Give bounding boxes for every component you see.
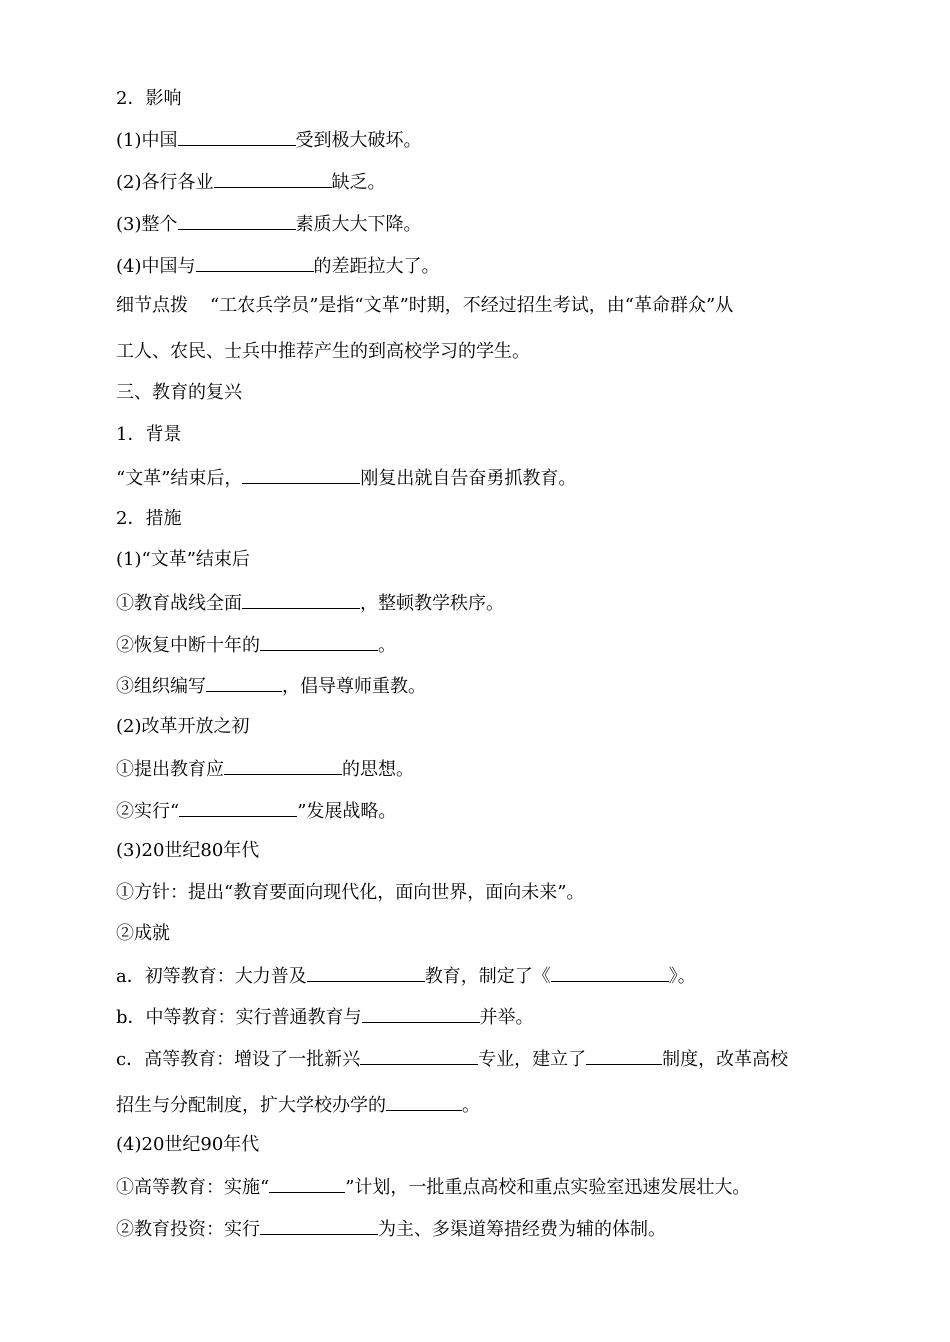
- answer-blank[interactable]: [586, 1047, 662, 1065]
- fill-line: [116, 128, 422, 152]
- fill-line: [116, 1093, 480, 1117]
- detail-tip-continued: [116, 341, 530, 363]
- fill-line: [116, 1047, 788, 1071]
- heading-text: 1．背景: [116, 424, 182, 445]
- answer-blank[interactable]: [360, 1047, 478, 1065]
- fill-line: [116, 212, 422, 236]
- answer-blank[interactable]: [269, 1175, 345, 1193]
- answer-blank[interactable]: [307, 964, 425, 982]
- heading-text: (4)20世纪90年代: [116, 1134, 260, 1155]
- item-heading: [116, 840, 259, 862]
- heading-text: ②成就: [116, 923, 170, 944]
- text: ，整顿教学秩序。: [360, 593, 504, 614]
- text: 》。: [668, 966, 696, 987]
- fill-line: [116, 591, 504, 615]
- heading-text: 2．影响: [116, 88, 182, 109]
- text: ②恢复中断十年的: [116, 635, 260, 656]
- text: c．高等教育：增设了一批新兴: [116, 1049, 361, 1070]
- fill-line: [116, 674, 426, 698]
- fill-line: [116, 799, 396, 823]
- text: 。: [462, 1095, 480, 1116]
- text: 教育，制定了《: [424, 966, 551, 987]
- answer-blank[interactable]: [386, 1093, 462, 1111]
- answer-blank[interactable]: [178, 128, 296, 146]
- fill-line: [116, 757, 414, 781]
- heading-text: 三、教育的复兴: [116, 382, 242, 403]
- fill-line: [116, 633, 396, 657]
- fill-line: [116, 1217, 666, 1241]
- text: 招生与分配制度，扩大学校办学的: [116, 1095, 386, 1116]
- text: ①提出教育应: [116, 759, 224, 780]
- heading-text: 2．措施: [116, 508, 182, 529]
- answer-blank[interactable]: [206, 674, 282, 692]
- text: (3)整个: [116, 214, 178, 235]
- text: 制度，改革高校: [662, 1049, 789, 1070]
- item-heading: [116, 1134, 259, 1156]
- answer-blank[interactable]: [362, 1005, 480, 1023]
- text: 的思想。: [342, 759, 414, 780]
- heading-text: (2)改革开放之初: [116, 716, 250, 737]
- detail-tip: [116, 295, 733, 317]
- fill-line: [116, 1005, 534, 1029]
- text: ，倡导尊师重教。: [282, 676, 426, 697]
- text: ②教育投资：实行: [116, 1219, 260, 1240]
- fill-line: [116, 1175, 750, 1199]
- item-heading: [116, 716, 250, 738]
- section-heading: [116, 88, 181, 110]
- text: (1)中国: [116, 130, 178, 151]
- answer-blank[interactable]: [242, 466, 360, 484]
- item-heading: [116, 923, 170, 945]
- text: 专业，建立了: [478, 1049, 587, 1070]
- fill-line: [116, 964, 696, 988]
- text: 。: [378, 635, 396, 656]
- text: “文革”结束后，: [116, 468, 243, 489]
- answer-blank[interactable]: [179, 799, 297, 817]
- fill-line: [116, 254, 440, 278]
- text-line: [116, 882, 584, 904]
- text: (4)中国与: [116, 256, 196, 277]
- section-heading: [116, 382, 242, 404]
- fill-line: [116, 170, 386, 194]
- text: ”计划，一批重点高校和重点实验室迅速发展壮大。: [345, 1177, 751, 1198]
- text: 刚复出就自告奋勇抓教育。: [360, 468, 577, 489]
- tip-label: 细节点拨: [116, 295, 188, 316]
- answer-blank[interactable]: [260, 1217, 378, 1235]
- answer-blank[interactable]: [178, 212, 296, 230]
- text: ③组织编写: [116, 676, 206, 697]
- text: ”发展战略。: [297, 801, 397, 822]
- answer-blank[interactable]: [196, 254, 314, 272]
- text: 素质大大下降。: [295, 214, 422, 235]
- text: ①教育战线全面: [116, 593, 242, 614]
- answer-blank[interactable]: [214, 170, 332, 188]
- text: ②实行“: [116, 801, 180, 822]
- text: ①高等教育：实施“: [116, 1177, 270, 1198]
- text: 的差距拉大了。: [313, 256, 440, 277]
- text: a．初等教育：大力普及: [116, 966, 307, 987]
- item-heading: [116, 549, 250, 571]
- text: 受到极大破坏。: [295, 130, 422, 151]
- answer-blank[interactable]: [551, 964, 669, 982]
- subsection-heading: [116, 424, 181, 446]
- tip-text: “工农兵学员”是指“文革”时期，不经过招生考试，由“革命群众”从: [210, 295, 734, 316]
- answer-blank[interactable]: [224, 757, 342, 775]
- text: 并举。: [479, 1007, 534, 1028]
- heading-text: (1)“文革”结束后: [116, 549, 250, 570]
- subsection-heading: [116, 508, 181, 530]
- answer-blank[interactable]: [260, 633, 378, 651]
- text: 工人、农民、士兵中推荐产生的到高校学习的学生。: [116, 341, 530, 362]
- answer-blank[interactable]: [242, 591, 360, 609]
- text: 缺乏。: [331, 172, 386, 193]
- text: ①方针：提出“教育要面向现代化，面向世界，面向未来”。: [116, 882, 585, 903]
- heading-text: (3)20世纪80年代: [116, 840, 260, 861]
- text: 为主、多渠道筹措经费为辅的体制。: [378, 1219, 666, 1240]
- text: (2)各行各业: [116, 172, 214, 193]
- text: b．中等教育：实行普通教育与: [116, 1007, 362, 1028]
- fill-line: [116, 466, 576, 490]
